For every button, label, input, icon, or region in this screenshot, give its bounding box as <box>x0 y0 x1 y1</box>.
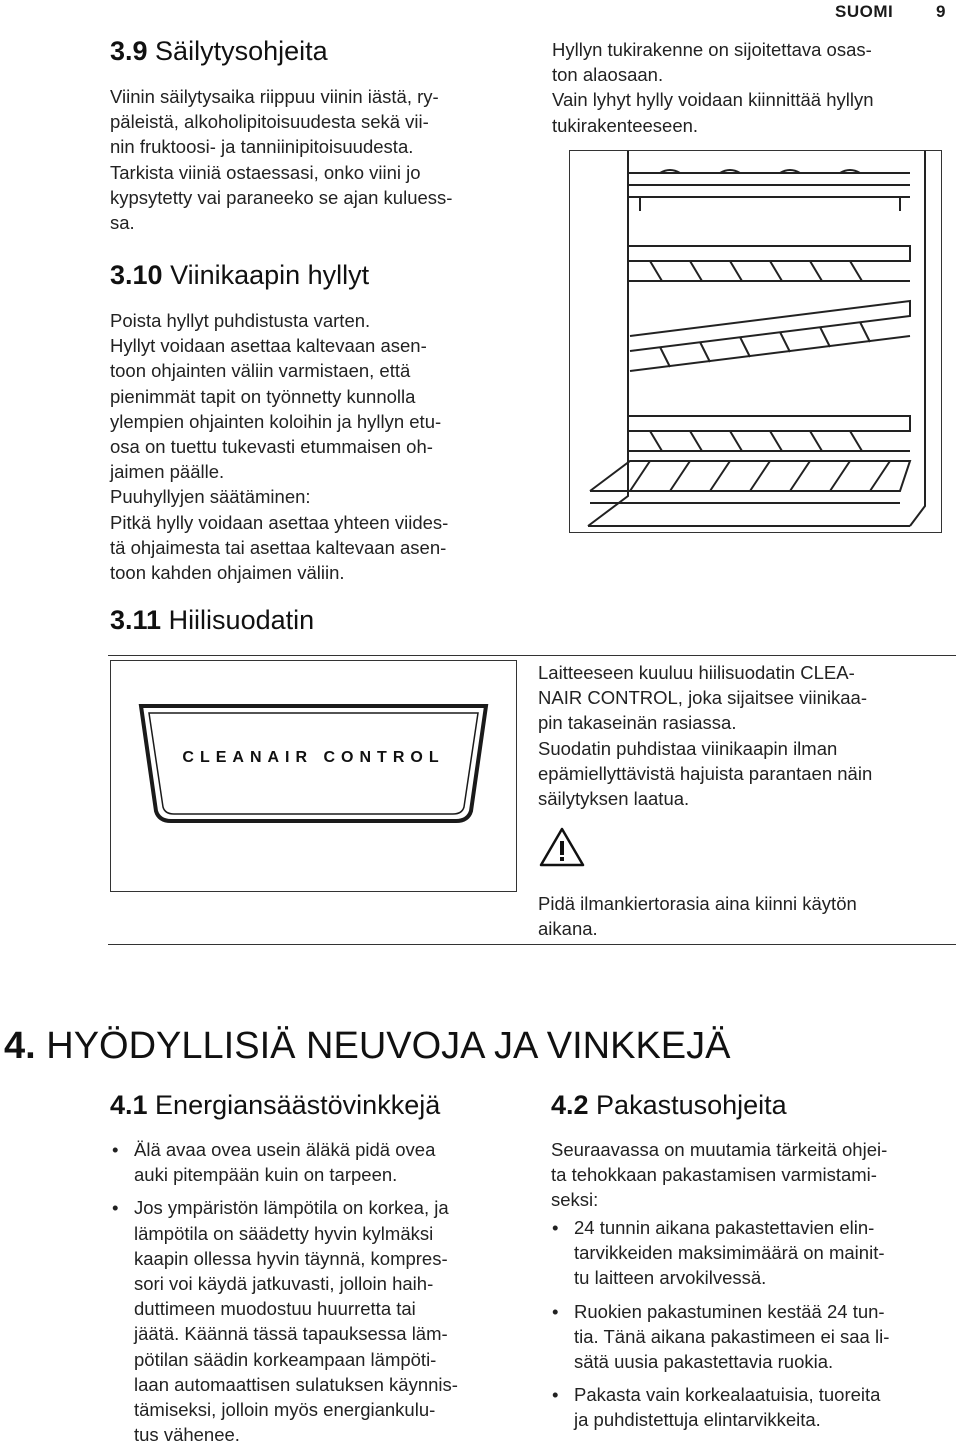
section-4-2-intro <box>551 1137 887 1213</box>
shelf-support-text <box>552 37 874 138</box>
page-number: 9 <box>936 2 946 21</box>
text-line: ton alaosaan. <box>552 64 664 86</box>
section-title: Säilytysohjeita <box>147 36 328 66</box>
text-line: pötilan säädin korkeampaan lämpöti- <box>134 1348 437 1370</box>
text-line: kypsytetty vai paraneeko se ajan kuluess- <box>110 186 453 208</box>
text-line: pienimmät tapit on työnnetty kunnolla <box>110 385 416 407</box>
text-line: Viinin säilytysaika riippuu viinin iästä, ry- <box>110 86 439 107</box>
section-bottom-rule <box>108 944 956 945</box>
text-line: kaapin ollessa hyvin täynnä, kompres- <box>134 1247 448 1269</box>
text-line: seksi: <box>551 1189 599 1211</box>
chapter-4-heading <box>4 1024 731 1068</box>
shelf-illustration-frame <box>569 150 942 533</box>
section-3-11-text <box>538 660 872 811</box>
section-number: 4.1 <box>110 1090 148 1120</box>
section-title: Hiilisuodatin <box>161 605 315 635</box>
text-line: säilytyksen laatua. <box>538 788 690 810</box>
text-line: tus vähenee. <box>134 1424 240 1446</box>
section-3-10-text <box>110 308 448 585</box>
text-line: sori voi käydä jatkuvasti, jolloin haih- <box>134 1273 434 1295</box>
section-number: 3.11 <box>110 605 162 635</box>
warning-text <box>538 891 857 941</box>
chapter-number: 4. <box>4 1025 36 1067</box>
text-line: tä ohjaimesta tai asettaa kaltevaan asen- <box>110 536 447 558</box>
list-item <box>112 1137 458 1187</box>
text-line: • Jos ympäristön lämpötila on korkea, ja <box>134 1197 449 1219</box>
text-line: osa on tuettu tukevasti etummaisen oh- <box>110 436 433 458</box>
text-line: pin takaseinän rasiassa. <box>538 712 737 734</box>
chapter-title: HYÖDYLLISIÄ NEUVOJA JA VINKKEJÄ <box>35 1025 731 1067</box>
list-item <box>112 1195 458 1447</box>
section-number: 3.10 <box>110 260 163 290</box>
text-line: auki pitempään kuin on tarpeen. <box>134 1164 398 1186</box>
wine-shelves-illustration <box>570 151 941 532</box>
text-line: NAIR CONTROL, joka sijaitsee viinikaa- <box>538 687 867 709</box>
text-line: Laitteeseen kuuluu hiilisuodatin CLEA- <box>538 662 855 683</box>
text-line: • Älä avaa ovea usein äläkä pidä ovea <box>134 1139 436 1160</box>
text-line: Hyllyt voidaan asettaa kaltevaan asen- <box>110 335 427 357</box>
section-top-rule <box>108 655 956 656</box>
text-line: jaimen päälle. <box>110 461 225 483</box>
text-line: tukirakenteeseen. <box>552 114 699 136</box>
section-3-10-heading <box>110 259 369 291</box>
list-item <box>552 1382 889 1432</box>
filter-illustration-frame <box>110 660 517 892</box>
section-4-2-list <box>552 1215 889 1441</box>
section-number: 3.9 <box>110 36 148 66</box>
text-line: Puuhyllyjen säätäminen: <box>110 486 311 508</box>
section-number: 4.2 <box>551 1090 589 1120</box>
text-line: Vain lyhyt hylly voidaan kiinnittää hyllyn <box>552 89 874 111</box>
text-line: Tarkista viiniä ostaessasi, onko viini jo <box>110 161 421 183</box>
section-title: Energiansäästövinkkejä <box>147 1090 441 1120</box>
text-line: päleistä, alkoholipitoisuudesta sekä vii- <box>110 111 429 133</box>
text-line: duttimeen muodostuu huurretta tai <box>134 1298 416 1320</box>
section-4-2-heading <box>551 1089 787 1121</box>
text-line: laan automaattisen sulatuksen käynnis- <box>134 1373 458 1395</box>
text-line: Hyllyn tukirakenne on sijoitettava osas- <box>552 39 872 60</box>
text-line: epämiellyttävistä hajuista parantaen näin <box>538 762 873 784</box>
text-line: tu laitteen arvokilvessä. <box>574 1267 767 1289</box>
text-line: lämpötila on säädetty hyvin kylmäksi <box>134 1222 434 1244</box>
list-item <box>552 1215 889 1291</box>
text-line: sa. <box>110 212 135 234</box>
text-line: sätä uusia pakastettavia ruokia. <box>574 1351 834 1373</box>
section-3-11-heading <box>110 604 314 636</box>
filter-label: CLEANAIR CONTROL <box>182 749 445 766</box>
section-title: Viinikaapin hyllyt <box>162 260 370 290</box>
text-line: ja puhdistettuja elintarvikkeita. <box>574 1409 821 1431</box>
section-3-9-heading <box>110 35 328 67</box>
text-line: toon ohjainten väliin varmistaen, että <box>110 360 411 382</box>
text-line: ylempien ohjainten koloihin ja hyllyn etu- <box>110 410 442 432</box>
page-language: SUOMI <box>835 2 894 21</box>
text-line: toon kahden ohjaimen väliin. <box>110 562 345 584</box>
section-4-1-heading <box>110 1089 440 1121</box>
text-line: • Ruokien pakastuminen kestää 24 tun- <box>574 1300 885 1322</box>
text-line: Seuraavassa on muutamia tärkeitä ohjei- <box>551 1139 888 1160</box>
text-line: tarvikkeiden maksimimäärä on mainit- <box>574 1242 885 1264</box>
text-line: tämiseksi, jolloin myös energiankulu- <box>134 1399 436 1421</box>
section-title: Pakastusohjeita <box>588 1090 787 1120</box>
text-line: Suodatin puhdistaa viinikaapin ilman <box>538 737 838 759</box>
text-line: aikana. <box>538 918 598 940</box>
text-line: • Pakasta vain korkealaatuisia, tuoreita <box>574 1384 881 1406</box>
text-line: Pidä ilmankiertorasia aina kiinni käytön <box>538 893 857 914</box>
warning-triangle-icon <box>538 826 586 873</box>
text-line: ta tehokkaan pakastamisen varmistami- <box>551 1164 877 1186</box>
section-4-1-list <box>112 1137 458 1455</box>
text-line: jäätä. Käännä tässä tapauksessa läm- <box>134 1323 448 1345</box>
section-3-9-text <box>110 84 452 235</box>
text-line: • 24 tunnin aikana pakastettavien elin- <box>574 1217 875 1238</box>
text-line: tia. Tänä aikana pakastimeen ei saa li- <box>574 1325 890 1347</box>
text-line: Pitkä hylly voidaan asettaa yhteen viides- <box>110 511 449 533</box>
text-line: nin fruktoosi- ja tanniinipitoisuudesta. <box>110 136 414 158</box>
text-line: Poista hyllyt puhdistusta varten. <box>110 310 371 331</box>
list-item <box>552 1299 889 1375</box>
cleanair-filter-illustration <box>111 661 516 891</box>
